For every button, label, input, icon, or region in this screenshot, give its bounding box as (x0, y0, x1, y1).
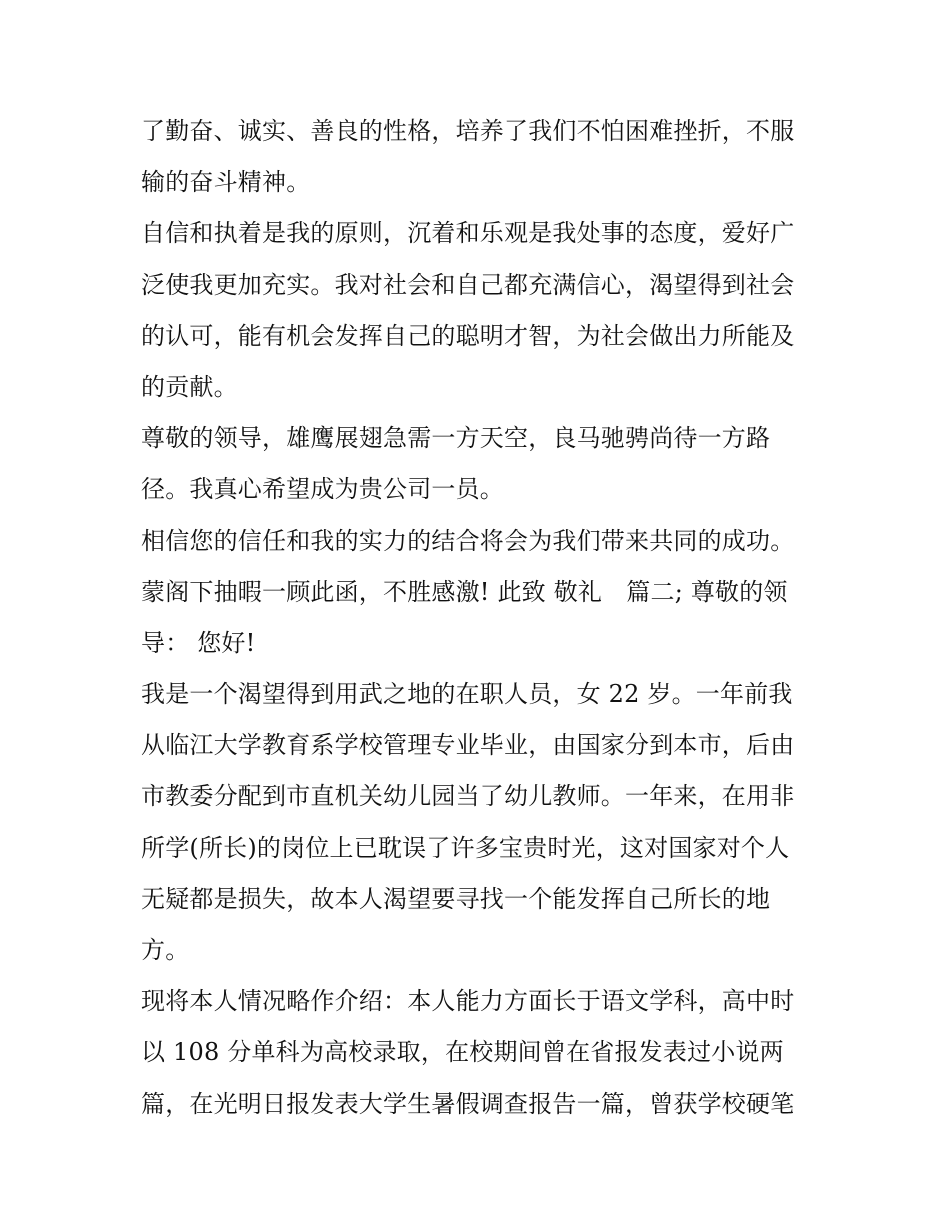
text-line: 的贡献。 (141, 372, 238, 401)
text-line: 尊敬的领导，雄鹰展翅急需一方天空，良马驰骋尚待一方路 (141, 424, 771, 453)
text-line: 输的奋斗精神。 (141, 168, 311, 197)
text-line: 市教委分配到市直机关幼儿园当了幼儿教师。一年来，在用非 (141, 782, 795, 811)
text-line: 径。我真心希望成为贵公司一员。 (141, 475, 504, 504)
text-line: 我是一个渴望得到用武之地的在职人员，女 22 岁。一年前我 (141, 680, 793, 709)
text-line: 泛使我更加充实。我对社会和自己都充满信心，渴望得到社会 (141, 270, 795, 299)
text-line: 的认可，能有机会发挥自己的聪明才智，为社会做出力所能及 (141, 321, 795, 350)
text-line: 导： 您好! (141, 628, 256, 657)
text-line: 自信和执着是我的原则，沉着和乐观是我处事的态度，爱好广 (141, 219, 795, 248)
document-body-text (141, 106, 821, 1130)
text-line: 方。 (141, 936, 190, 964)
text-line: 相信您的信任和我的实力的结合将会为我们带来共同的成功。 (141, 526, 795, 555)
text-line: 从临江大学教育系学校管理专业毕业，由国家分到本市，后由 (141, 731, 795, 760)
text-line: 无疑都是损失，故本人渴望要寻找一个能发挥自己所长的地 (141, 884, 771, 913)
text-line: 篇，在光明日报发表大学生暑假调查报告一篇，曾获学校硬笔 (141, 1089, 795, 1118)
text-line: 所学(所长)的岗位上已耽误了许多宝贵时光，这对国家对个人 (141, 833, 790, 862)
text-line: 以 108 分单科为高校录取，在校期间曾在省报发表过小说两 (141, 1038, 784, 1067)
text-line: 现将本人情况略作介绍：本人能力方面长于语文学科，高中时 (141, 987, 795, 1016)
text-line: 蒙阁下抽暇一顾此函，不胜感激! 此致 敬礼 篇二; 尊敬的领 (141, 577, 788, 606)
text-line: 了勤奋、诚实、善良的性格，培养了我们不怕困难挫折，不服 (141, 117, 795, 145)
